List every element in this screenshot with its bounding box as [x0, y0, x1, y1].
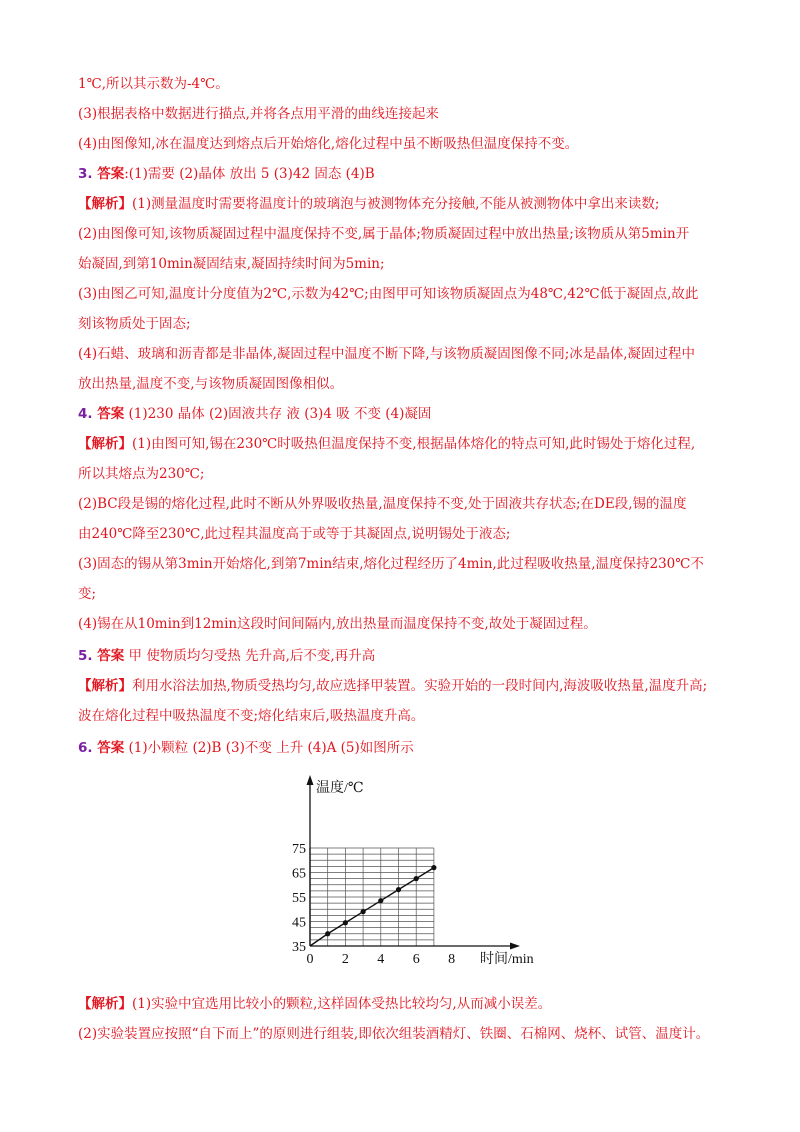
analysis-label: 【解析】 — [78, 678, 132, 694]
line-text: (1)由图可知,锡在230℃时吸热但温度保持不变,根据晶体熔化的特点可知,此时锡处于熔化过程, — [132, 436, 696, 452]
text-line — [78, 584, 96, 604]
text-line — [78, 706, 424, 726]
line-text: (4)石蜡、玻璃和沥青都是非晶体,凝固过程中温度不断下降,与该物质凝固图像不同;冰是晶体,凝固过程中 — [78, 346, 696, 362]
x-axis-label: 时间/min — [480, 952, 534, 967]
analysis-label: 【解析】 — [78, 436, 132, 452]
line-text: 波在熔化过程中吸热温度不变;熔化结束后,吸热温度升高。 — [78, 708, 425, 724]
text-line — [78, 104, 439, 124]
data-point — [343, 920, 348, 925]
x-axis-arrow — [510, 943, 520, 950]
line-text: (1)实验中宜选用比较小的颗粒,这样固体受热比较均匀,从而减小误差。 — [132, 996, 552, 1012]
line-text: 利用水浴法加热,物质受热均匀,故应选择甲装置。实验开始的一段时间内,海波吸收热量,温度升高; — [132, 678, 708, 694]
y-tick-label: 55 — [292, 891, 306, 906]
y-axis-arrow — [307, 775, 314, 785]
line-text: (4)由图像知,冰在温度达到熔点后开始熔化,熔化过程中虽不断吸热但温度保持不变。 — [78, 136, 579, 152]
line-text: 放出热量,温度不变,与该物质凝固图像相似。 — [78, 376, 344, 392]
y-tick-label: 45 — [292, 915, 306, 931]
analysis-line — [78, 194, 659, 214]
data-point — [396, 887, 401, 892]
line-text: (2)由图像可知,该物质凝固过程中温度保持不变,属于晶体;物质凝固过程中放出热量;该物质从第5min开 — [78, 226, 690, 242]
line-text: (2)BC段是锡的熔化过程,此时不断从外界吸收热量,温度保持不变,处于固液共存状态;在DE段,锡的温度 — [78, 496, 687, 512]
line-text: (3)由图乙可知,温度计分度值为2℃,示数为42℃;由图甲可知该物质凝固点为48℃,42℃低于凝固点,故此 — [78, 286, 699, 302]
data-point — [325, 931, 330, 936]
line-text: (4)锡在从10min到12min这段时间间隔内,放出热量而温度保持不变,故处于凝固过程。 — [78, 616, 597, 632]
y-axis-label: 温度/℃ — [316, 781, 364, 796]
question-number: 6. — [78, 740, 98, 756]
line-text: (3)根据表格中数据进行描点,并将各点用平滑的曲线连接起来 — [78, 106, 439, 122]
answer-label: 答案 — [97, 166, 125, 182]
answer-label: 答案 — [97, 740, 125, 756]
data-point — [414, 876, 419, 881]
answer-heading — [78, 738, 414, 758]
x-tick-label: 2 — [341, 952, 349, 967]
text-line — [78, 74, 229, 94]
line-text: 由240℃降至230℃,此过程其温度高于或等于其凝固点,说明锡处于液态; — [78, 526, 511, 542]
data-point — [378, 898, 383, 903]
y-tick-label: 35 — [292, 940, 306, 955]
y-tick-label: 75 — [292, 842, 306, 857]
text-line — [78, 524, 510, 544]
line-text: (1)测量温度时需要将温度计的玻璃泡与被测物体充分接触,不能从被测物体中拿出来读数; — [132, 196, 660, 212]
analysis-label: 【解析】 — [78, 196, 132, 212]
text-line — [78, 314, 191, 334]
text-line — [78, 284, 698, 304]
line-text: 1℃,所以其示数为-4℃。 — [78, 76, 229, 92]
temperature-time-chart — [270, 770, 550, 970]
question-number: 5. — [78, 648, 98, 664]
text-line — [78, 374, 343, 394]
answer-heading — [78, 164, 375, 184]
answer-heading — [78, 404, 431, 424]
line-text: 所以其熔点为230℃; — [78, 466, 205, 482]
question-number: 3. — [78, 166, 98, 182]
text-line — [78, 224, 689, 244]
x-tick-label: 6 — [412, 952, 420, 967]
analysis-line — [78, 994, 551, 1014]
text-line — [78, 554, 704, 574]
line-text: 刻该物质处于固态; — [78, 316, 191, 332]
line-text: (1)小颗粒 (2)B (3)不变 上升 (4)A (5)如图所示 — [124, 740, 414, 756]
line-text: (2)实验装置应按照“自下而上”的原则进行组装,即依次组装酒精灯、铁圈、石棉网、烧杯、试管、温度计。 — [78, 1026, 710, 1042]
line-text: 甲 使物质均匀受热 先升高,后不变,再升高 — [124, 648, 376, 664]
x-tick-label: 8 — [448, 952, 456, 967]
answer-label: 答案 — [97, 648, 125, 664]
text-line — [78, 494, 687, 514]
data-point — [431, 865, 436, 870]
text-line — [78, 134, 578, 154]
text-line — [78, 254, 385, 274]
answer-heading — [78, 646, 375, 666]
text-line — [78, 344, 695, 364]
line-text: 始凝固,到第10min凝固结束,凝固持续时间为5min; — [78, 256, 385, 272]
text-line — [78, 614, 597, 634]
x-tick-label: 4 — [377, 952, 385, 967]
line-text: (1)230 晶体 (2)固液共存 液 (3)4 吸 不变 (4)凝固 — [124, 406, 432, 422]
analysis-line — [78, 434, 695, 454]
data-point — [361, 909, 366, 914]
question-number: 4. — [78, 406, 98, 422]
analysis-label: 【解析】 — [78, 996, 132, 1012]
line-text: (3)固态的锡从第3min开始熔化,到第7min结束,熔化过程经历了4min,此过程吸收热量,温度保持230℃不 — [78, 556, 704, 572]
line-text: :(1)需要 (2)晶体 放出 5 (3)42 固态 (4)B — [124, 166, 375, 182]
y-tick-label: 65 — [292, 866, 306, 882]
analysis-line — [78, 676, 707, 696]
line-text: 变; — [78, 586, 97, 602]
x-tick-label: 0 — [306, 952, 314, 967]
answer-label: 答案 — [97, 406, 125, 422]
text-line — [78, 1024, 709, 1044]
text-line — [78, 464, 204, 484]
